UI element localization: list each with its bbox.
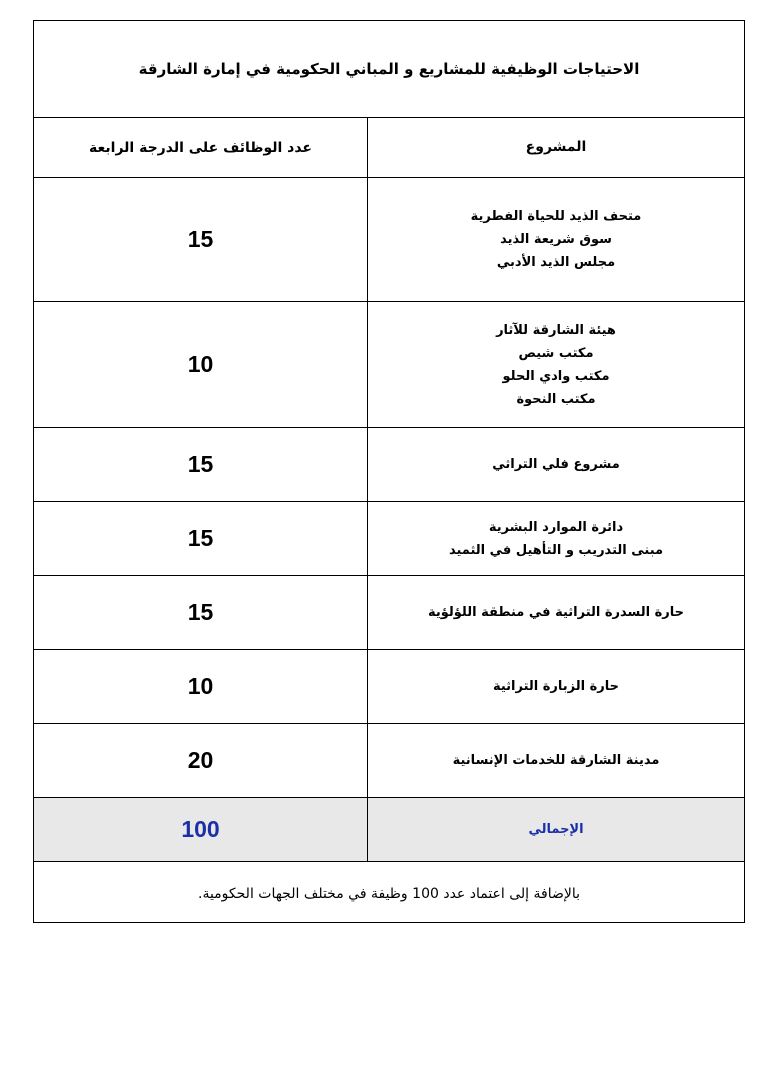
jobs-header: عدد الوظائف على الدرجة الرابعة xyxy=(89,139,312,156)
project-cell xyxy=(367,576,744,649)
jobs-cell: 10 xyxy=(187,673,214,699)
project-line: حارة الزبارة التراثية xyxy=(492,679,620,694)
project-line: هيئة الشارقة للآثار xyxy=(496,322,616,338)
project-line: مدينة الشارقة للخدمات الإنسانية xyxy=(452,753,660,768)
project-cell xyxy=(367,724,744,797)
total-value: 100 xyxy=(181,816,220,842)
project-line: سوق شريعة الذيد xyxy=(500,232,612,247)
project-header: المشروع xyxy=(367,118,744,177)
table-row xyxy=(34,576,744,650)
total-row xyxy=(34,798,744,862)
header-row xyxy=(34,118,744,178)
project-line: مكتب وادي الحلو xyxy=(502,368,610,384)
project-line: متحف الذيد للحياة الفطرية xyxy=(470,209,642,224)
project-cell xyxy=(367,502,744,575)
table-row xyxy=(34,302,744,428)
project-cell xyxy=(367,302,744,427)
jobs-cell: 15 xyxy=(187,599,214,625)
total-label: الإجمالي xyxy=(367,798,744,861)
project-line: مكتب النحوة xyxy=(516,391,596,407)
table-row xyxy=(34,650,744,724)
table-row xyxy=(34,502,744,576)
footer-note: بالإضافة إلى اعتماد عدد 100 وظيفة في مختلف الجهات الحكومية. xyxy=(198,885,581,902)
project-line: دائرة الموارد البشرية xyxy=(488,519,624,535)
table-row xyxy=(34,724,744,798)
jobs-cell: 20 xyxy=(187,747,214,773)
project-cell xyxy=(367,650,744,723)
project-cell xyxy=(367,428,744,501)
project-line: مبنى التدريب و التأهيل في الثميد xyxy=(448,542,664,558)
table-row xyxy=(34,428,744,502)
jobs-cell: 15 xyxy=(187,226,214,252)
jobs-table xyxy=(33,20,745,923)
table-title: الاحتياجات الوظيفية للمشاريع و المباني الحكومية في إمارة الشارقة xyxy=(34,21,744,118)
jobs-cell: 10 xyxy=(187,351,214,377)
project-line: مكتب شيص xyxy=(518,345,594,361)
project-line: مشروع فلي التراثي xyxy=(492,457,620,472)
project-line: حارة السدرة التراثية في منطقة اللؤلؤية xyxy=(427,605,685,620)
jobs-cell: 15 xyxy=(187,451,214,477)
project-cell xyxy=(367,178,744,301)
table-row xyxy=(34,178,744,302)
jobs-cell: 15 xyxy=(187,525,214,551)
project-line: مجلس الذيد الأدبي xyxy=(496,255,616,270)
